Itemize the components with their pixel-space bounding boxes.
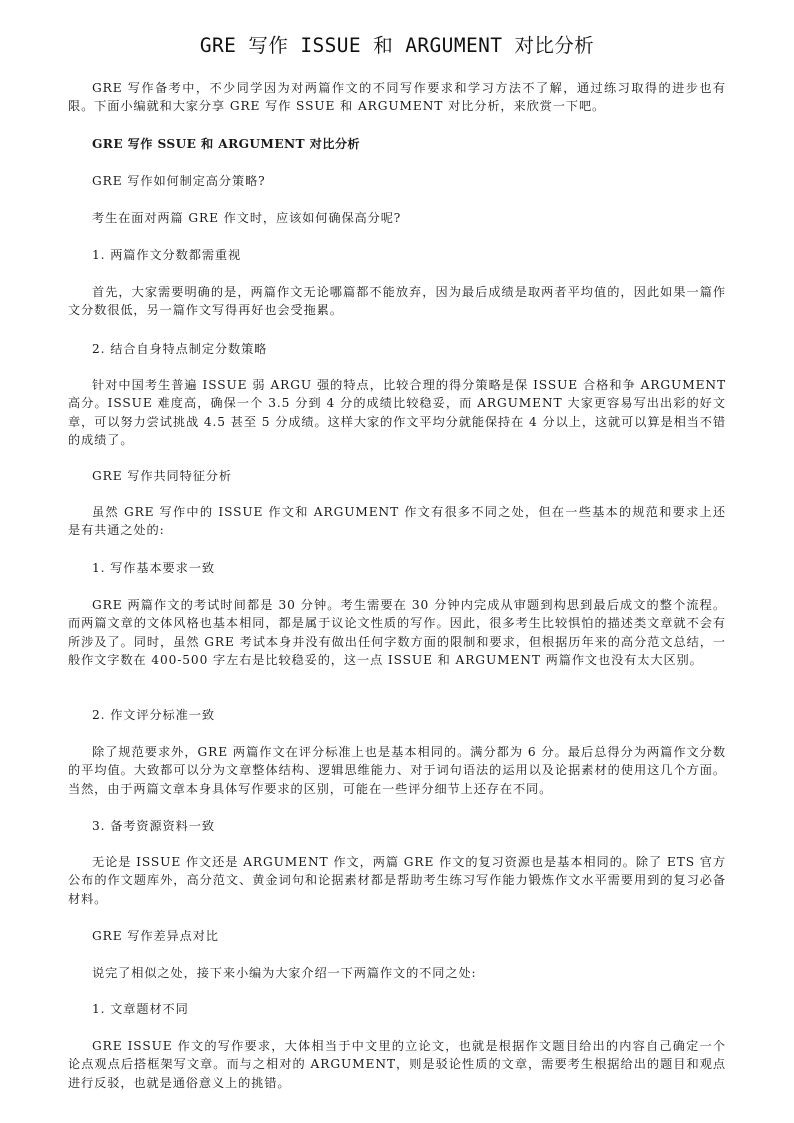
common-heading-2: 2. 作文评分标准一致 — [92, 708, 215, 722]
common-body-3: 无论是 ISSUE 作文还是 ARGUMENT 作文，两篇 GRE 作文的复习资源也是基本相同的。除了 ETS 官方公布的作文题库外，高分范文、黄金词句和论据素材都是帮助考生练习写作能力锻炼作文水平需要用到的复习必备材料。 — [68, 855, 726, 906]
question-2: 考生在面对两篇 GRE 作文时，应该如何确保高分呢? — [92, 211, 402, 225]
strategy-body-1: 首先，大家需要明确的是，两篇作文无论哪篇都不能放弃，因为最后成绩是取两者平均值的，因此如果一篇作文分数很低，另一篇作文写得再好也会受拖累。 — [68, 285, 726, 318]
common-heading-1: 1. 写作基本要求一致 — [92, 561, 215, 575]
diff-heading-1: 1. 文章题材不同 — [92, 1002, 189, 1016]
strategy-heading-2: 2. 结合自身特点制定分数策略 — [92, 342, 268, 356]
common-body-2: 除了规范要求外，GRE 两篇作文在评分标准上也是基本相同的。满分都为 6 分。最后总得分为两篇作文分数的平均值。大致都可以分为文章整体结构、逻辑思维能力、对于词句语法的运用以及论据素材的使用这几个方面。当然，由于两篇文章本身具体写作要求的区别，可能在一些评分细节上还存在不同。 — [68, 745, 726, 796]
strategy-heading-1: 1. 两篇作文分数都需重视 — [92, 248, 242, 262]
question-1: GRE 写作如何制定高分策略? — [92, 174, 266, 188]
section-heading: GRE 写作 SSUE 和 ARGUMENT 对比分析 — [92, 137, 361, 151]
common-body-1: GRE 两篇作文的考试时间都是 30 分钟。考生需要在 30 分钟内完成从审题到构思到最后成文的整个流程。而两篇文章的文体风格也基本相同，都是属于议论文性质的写作。因此，很多考生比较惧怕的描述类文章就不会有所涉及了。同时，虽然 GRE 考试本身并没有做出任何字数方面的限制和要求，但根据历年来的高分范文总结，一般作文字数在 400-500 字左右是比较稳妥的，这一点 ISSUE 和 ARGUMENT 两篇作文也没有太大区别。 — [68, 598, 726, 668]
document-title: GRE 写作 ISSUE 和 ARGUMENT 对比分析 — [199, 34, 595, 57]
diff-intro: 说完了相似之处，接下来小编为大家介绍一下两篇作文的不同之处: — [92, 966, 477, 980]
intro-paragraph: GRE 写作备考中，不少同学因为对两篇作文的不同写作要求和学习方法不了解，通过练习取得的进步也有限。下面小编就和大家分享 GRE 写作 SSUE 和 ARGUMENT 对比分析，来欣赏一下吧。 — [68, 81, 726, 114]
common-heading-3: 3. 备考资源资料一致 — [92, 819, 215, 833]
common-intro: 虽然 GRE 写作中的 ISSUE 作文和 ARGUMENT 作文有很多不同之处，但在一些基本的规范和要求上还是有共通之处的: — [68, 505, 726, 538]
diff-body-1: GRE ISSUE 作文的写作要求，大体相当于中文里的立论文，也就是根据作文题目给出的内容自己确定一个论点观点后搭框架写文章。而与之相对的 ARGUMENT，则是驳论性质的文章，需要考生根据给出的题目和观点进行反驳，也就是通俗意义上的挑错。 — [68, 1039, 726, 1090]
diff-heading: GRE 写作差异点对比 — [92, 929, 219, 943]
strategy-body-2: 针对中国考生普遍 ISSUE 弱 ARGU 强的特点，比较合理的得分策略是保 ISSUE 合格和争 ARGUMENT 高分。ISSUE 难度高，确保一个 3.5 分到 4 分的成绩比较稳妥，而 ARGUMENT 大家更容易写出出彩的好文章，可以努力尝试挑战 4.5 甚至 5 分成绩。这样大家的作文平均分就能保持在 4 分以上，这就可以算是相当不错的成绩了。 — [68, 378, 726, 448]
common-heading: GRE 写作共同特征分析 — [92, 469, 232, 483]
